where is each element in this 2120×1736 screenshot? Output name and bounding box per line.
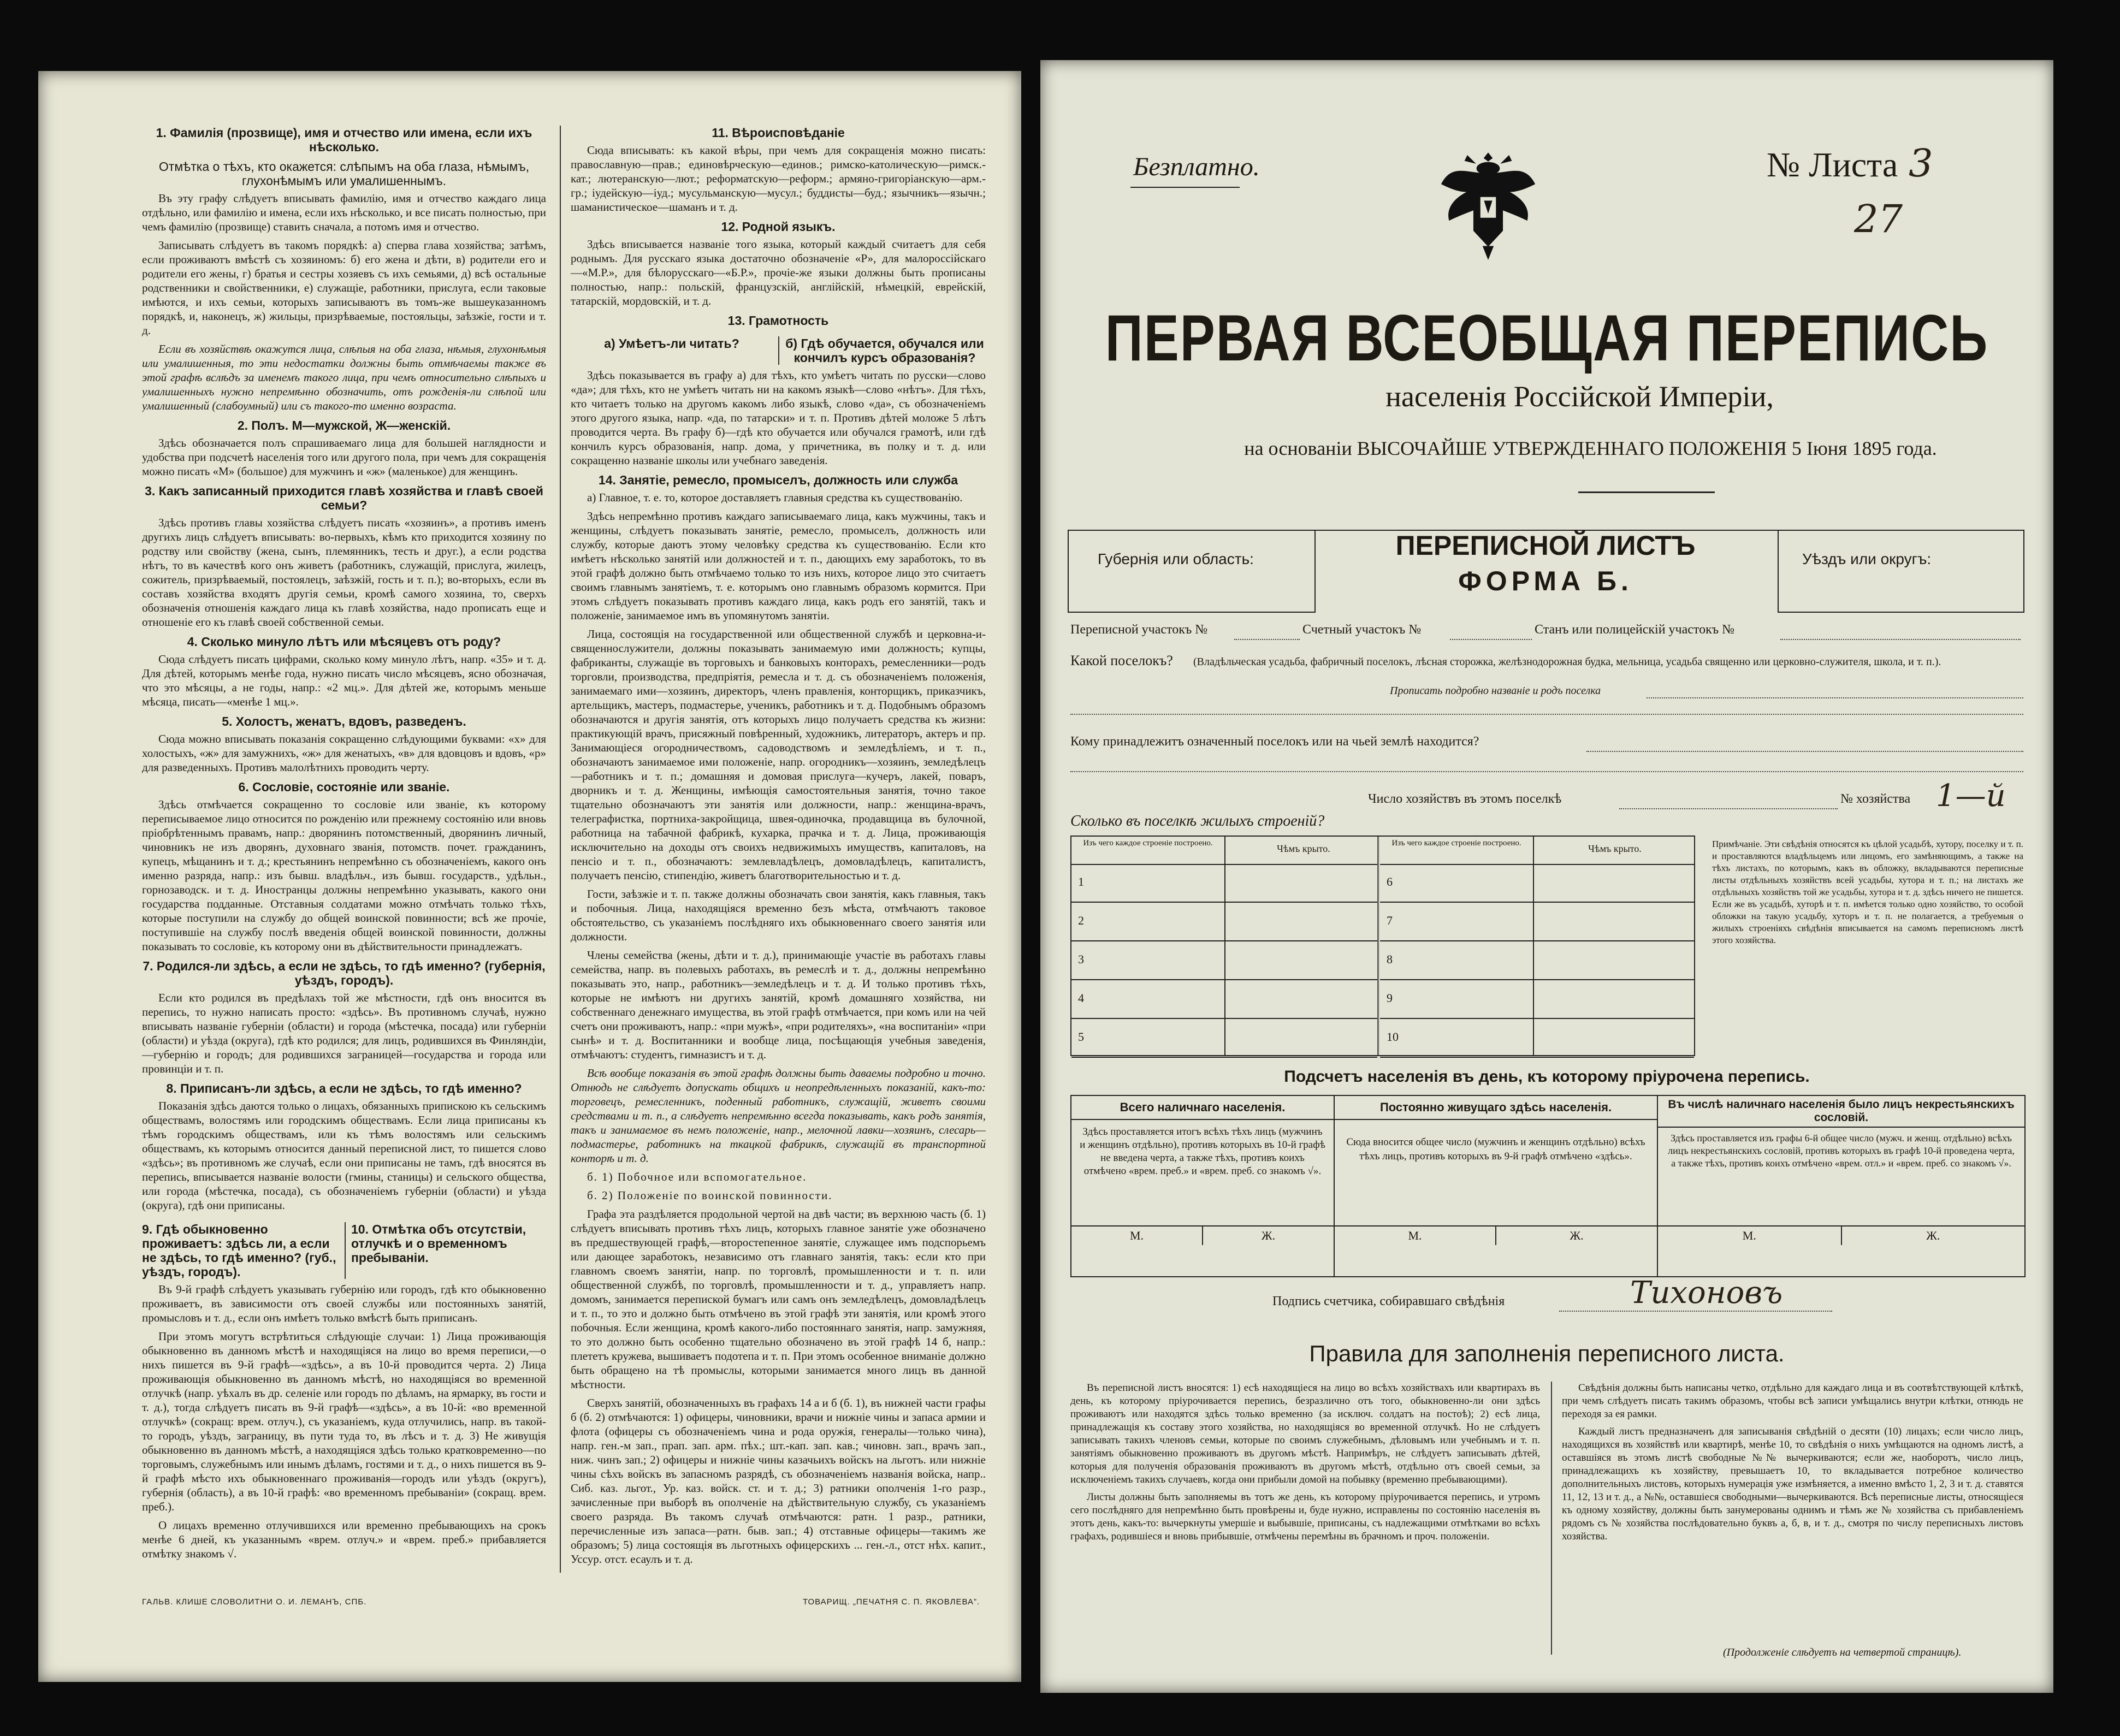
building-row bbox=[1380, 903, 1694, 941]
poselok-note: (Владѣльческая усадьба, фабричный поселокъ, лѣсная сторожка, желѣзнодорожная будка, мельница, усадьба священно или церковно-служителя, школа, и т. п.). bbox=[1193, 656, 1941, 668]
section-2-text: Здѣсь обозначается полъ спрашиваемаго лица для большей наглядности и удобства при подсчетѣ населенія того или другого пола, при чемъ для сокращенія можно писать «М» (большое) для мужчинъ и «ж» (маленькое) для женщинъ. bbox=[142, 436, 546, 478]
section-13-title: 13. Грамотность bbox=[727, 313, 829, 328]
stan-field[interactable] bbox=[1780, 638, 2021, 640]
male-label: М. bbox=[1335, 1227, 1496, 1245]
section-14-subtitle: а) Главное, т. е. то, которое доставляетъ главныя средства къ существованію. bbox=[587, 491, 963, 504]
building-row bbox=[1071, 1019, 1377, 1058]
section-1-text: Записывать слѣдуетъ въ такомъ порядкѣ: а) сперва глава хозяйства; затѣмъ, если проживаютъ вмѣстѣ съ хозяиномъ: б) его жена и дѣти, в) родители его и родители его жены, г) братья и сестры хозяевъ съ ихъ семьями, д) всѣ остальные родственники и свойственники, е) служащіе, работники, прислуга, если таковые имѣются, и ихъ семьи, которыхъ записываютъ въ томъ-же вышеуказанномъ порядкѣ, и, наконецъ, ж) жильцы, призрѣваемые, постояльцы, заѣзжіе, гости и т. д. bbox=[142, 239, 546, 337]
section-14-text: Всѣ вообще показанія въ этой графѣ должны быть даваемы подробно и точно. Отнюдь не слѣдуетъ допускать общихъ и неопредѣленныхъ показаній, какъ-то: торговецъ, ремесленникъ, поденный работникъ, служащій, живетъ своими средствами и т. п., а слѣдуетъ непремѣнно всегда показывать, какъ родъ занятія, такъ и занимаемое въ немъ положеніе, напр., мелочной лавки—хозяинъ, слесарь—подмастерье, работникъ на ткацкой фабрикѣ, служащій въ транспортной конторѣ и т. д. bbox=[571, 1067, 986, 1165]
section-14-text: Здѣсь непремѣнно противъ каждаго записываемаго лица, какъ мужчины, такъ и женщины, слѣдуетъ показывать занятіе, ремесло, промыселъ, должность или службу, которые даютъ этому человѣку средства къ существованію. Если кто имѣетъ нѣсколько занятій или должностей и т. п., дающихъ ему заработокъ, то въ этой графѣ должно быть отмѣчаемо только то изъ нихъ, которое лицо это считаетъ своимъ главнымъ занятіемъ, т. е. которымъ оно главнымъ образомъ кормится. При этомъ слѣдуетъ показывать противъ каждаго лица, какъ родъ его занятій, такъ и положеніе, занимаемое имъ въ упомянутомъ занятіи. bbox=[571, 509, 986, 622]
rules-title: Правила для заполненія переписного листа. bbox=[1309, 1341, 1785, 1366]
buildings-header-row bbox=[1380, 837, 1694, 865]
podschet-title: Подсчетъ населенія въ день, къ которому пріурочена перепись. bbox=[1284, 1068, 1810, 1086]
podschet-c2-text: Сюда вносится общее число (мужчинъ и женщинъ отдѣльно) всѣхъ тѣхъ лицъ, противъ которыхъ въ 9-й графѣ отмѣчено «здѣсь». bbox=[1346, 1136, 1645, 1162]
section-14-text: Сверхъ занятій, обозначенныхъ въ графахъ 14 а и б (б. 1), въ нижней части графы б (б. 2) отмѣчаются: 1) офицеры, чиновники, врачи и нижніе чины и запаса армии и флота (офицеры съ обозначеніемъ чина и рода оружія, генералы—только чина), напр. ген.-м зап., прап. зап. арм. пѣх.; шт.-кап. зап. кав.; чиновн. зап., врачъ зап., ниж. чинъ зап.; 2) офицеры и нижніе чины казачьихъ войскъ на льготъ. или нижніе чины сѣхъ войскъ въ запасномъ разрядѣ, съ обозначеніемъ названія войска, напр.. Сиб. каз. льгот., Ур. каз. войск. ст. и т. д.; 3) ратники ополченія 1-го разр., зачисленные при выборѣ въ ополченіе на дѣйствительную службу, съ указаніемъ своего разряда. Въ такомъ случаѣ отмѣчаются: ратн. 1 разр., ратники, перечисленные изъ запаса—ратн. быв. зап.; 4) отставные офицеры—такимъ же образомъ; 5) лица состоящія въ льготныхъ офицерскихъ ... ген.-л., отст нѣх. капит., Уссур. отст. есаулъ и т. д. bbox=[571, 1396, 986, 1566]
left-column-1 bbox=[142, 120, 546, 1589]
building-row bbox=[1071, 903, 1377, 941]
guberniya-label: Губернія или область: bbox=[1098, 550, 1254, 567]
building-row bbox=[1380, 941, 1694, 980]
header-right-cell bbox=[1778, 530, 2024, 613]
podschet-c1-head: Всего наличнаго населенія. bbox=[1071, 1096, 1334, 1120]
building-row-number: 6 bbox=[1387, 875, 1393, 888]
building-row bbox=[1380, 980, 1694, 1019]
section-8-title: 8. Приписанъ-ли здѣсь, а если не здѣсь, то гдѣ именно? bbox=[166, 1081, 522, 1095]
building-row-number: 1 bbox=[1078, 875, 1084, 888]
stan-label: Станъ или полицейскій участокъ № bbox=[1535, 623, 1735, 637]
material-header: Изъ чего каждое строеніе построено. bbox=[1391, 839, 1521, 848]
printer-credit-left: ГАЛЬВ. КЛИШЕ СЛОВОЛИТНИ О. И. ЛЕМАНЪ, СПБ. bbox=[142, 1597, 367, 1607]
section-12-title: 12. Родной языкъ. bbox=[721, 220, 836, 234]
building-row-number: 2 bbox=[1078, 914, 1084, 927]
material-header: Изъ чего каждое строеніе построено. bbox=[1083, 839, 1213, 848]
building-row bbox=[1380, 864, 1694, 903]
hoz-count-label: Число хозяйствъ въ этомъ поселкѣ bbox=[1368, 792, 1562, 806]
roof-header: Чѣмъ крыто. bbox=[1277, 843, 1330, 854]
signature-label: Подпись счетчика, собиравшаго свѣдѣнія bbox=[1272, 1294, 1505, 1308]
section-9-title: 9. Гдѣ обыкновенно проживаетъ: здѣсь ли, а если не здѣсь, то гдѣ именно? (губ., уѣздъ, городъ). bbox=[142, 1222, 336, 1279]
rules-text: Каждый листъ предназначенъ для записыванія свѣдѣній о десяти (10) лицахъ; если число лицъ, находящихся въ хозяйствѣ или квартирѣ, менѣе 10, то свѣдѣнія о нихъ умѣщаются на одномъ листѣ, а оставшіяся въ этомъ листѣ свободные №№ вычеркиваются; если же, наоборотъ, число лицъ, принадлежащихъ къ хозяйству, превышаетъ 10, то вкладывается потребное количество дополнительныхъ листовъ, которыхъ нумерація уже измѣняется, а именно вмѣсто 1, 2, 3 и т. д. ставятся 11, 12, 13 и т. д., а №№, оставшіеся свободными—вычеркиваются. Всѣ переписные листы, относящіеся къ одному хозяйству, должны быть занумерованы однимъ и тѣмъ же № хозяйства съ прибавленіемъ рядомъ съ № хозяйства послѣдовательно буквъ а, б, в, и т. д., смотря по числу переписныхъ листовъ хозяйства. bbox=[1562, 1426, 2023, 1542]
section-9-10-headings bbox=[142, 1217, 546, 1282]
zemlya-field-2[interactable] bbox=[1070, 770, 2023, 772]
building-row bbox=[1071, 941, 1377, 980]
imperial-eagle-crest bbox=[1436, 142, 1540, 268]
zemlya-label: Кому принадлежитъ означенный поселокъ или на чьей землѣ находится? bbox=[1070, 734, 1479, 749]
schetny-uchastok-field[interactable] bbox=[1450, 638, 1532, 640]
census-basis: на основаніи ВЫСОЧАЙШЕ УТВЕРЖДЕННАГО ПОЛОЖЕНІЯ 5 Іюня 1895 года. bbox=[1244, 437, 1937, 459]
rules-divider bbox=[1551, 1382, 1552, 1655]
section-14-text: Графа эта раздѣляется продольной чертой на двѣ части; въ верхнюю часть (б. 1) слѣдуетъ вписывать противъ тѣхъ лицъ, которыхъ главное занятіе уже обозначено въ предшествующей графѣ,—второстепенное занятіе, служащее имъ подспорьемъ или дающее заработокъ, независимо отъ главнаго занятія, такъ: если кто при главномъ своемъ занятіи, напр. по торговлѣ, промышленности и т. п. или общественной службѣ, по торговлѣ, промышленности и т. д., управляетъ напр. домомъ, занимается перепиской бумагъ или самъ онъ земледѣлецъ, домовладѣлецъ и т. п., то это и должно быть отмѣчено въ этой графѣ эти занятія, или кромѣ этого побочныя. Если женщина, кромѣ какого-либо постояннаго занятія, напр. замужняя, то это должно быть особенно тщательно обозначено въ этой графѣ 14 б, напр.: плететъ кружева, вышиваетъ подотепа и т. п. При этомъ особенное вниманіе должно быть обращено на тѣ промыслы, которыми занимается много лицъ въ данной мѣстности. bbox=[571, 1207, 986, 1391]
free-label-underline bbox=[1130, 187, 1240, 188]
podschet-col-1 bbox=[1071, 1096, 1335, 1276]
section-8-text: Показанія здѣсь даются только о лицахъ, обязанныхъ припискою къ сельскимъ обществамъ, волостямъ или городскимъ обществамъ. Если лица приписаны къ тѣмъ городскимъ обществамъ, или къ тѣмъ волостямъ или сельскимъ обществамъ, къ которымъ относится данный переписной лист, то пишется слово «здѣсь»; въ противномъ же случаѣ, если они приписаны не тамъ, гдѣ вносятся въ перепись, вписывается названіе волости (гмины, станицы) и сельского общества, или города (мѣстечка, посада), съ обозначеніемъ губерніи (области) и уѣзда (округа), гдѣ они приписаны. bbox=[142, 1099, 546, 1212]
printer-credit-right: ТОВАРИЩ. „ПЕЧАТНЯ С. П. ЯКОВЛЕВА”. bbox=[803, 1597, 980, 1607]
region-header-box bbox=[1068, 519, 2023, 612]
buildings-rows-right bbox=[1380, 864, 1694, 1058]
building-row-number: 9 bbox=[1387, 991, 1393, 1005]
poselok-field[interactable] bbox=[1647, 696, 2023, 698]
female-label: Ж. bbox=[1261, 1229, 1276, 1242]
rules-text: Свѣдѣнія должны быть написаны четко, отдѣльно для каждаго лица и въ соотвѣтствующей клѣткѣ, при чемъ слѣдуетъ писать такимъ образомъ, чтобы всѣ записи умѣщались внутри клѣтки, отнюдь не переходя за ея рамки. bbox=[1562, 1382, 2023, 1420]
podschet-c1-text: Здѣсь проставляется итогъ всѣхъ тѣхъ лицъ (мужчинъ и женщинъ отдѣльно), противъ которыхъ въ 10-й графѣ не введена черта, а также тѣхъ, противъ коихъ отмѣчено «врем. преб.» и «врем. преб. со знакомъ √». bbox=[1080, 1126, 1325, 1177]
section-7-text: Если кто родился въ предѣлахъ той же мѣстности, гдѣ онъ вносится въ перепись, то нужно написать просто: «здѣсь». Въ противномъ случаѣ, нужно вписывать названіе губерніи (области) и города (мѣстечка, посада) или губерніи (области) и уѣзда (округа), гдѣ кто родился; для лицъ, родившихся въ Финляндіи,—губернію и городъ; для родившихся заграницей—государства и города или провинціи и т. п. bbox=[142, 991, 546, 1075]
section-9-text: Въ 9-й графѣ слѣдуетъ указывать губернію или городъ, гдѣ кто обыкновенно проживаетъ, въ зависимости отъ своей службы или постоянныхъ занятій, промысловъ и т. д., если онъ имѣетъ только вмѣстѣ быть приписанъ. bbox=[142, 1283, 546, 1324]
form-title: ПЕРЕПИСНОЙ ЛИСТЪ bbox=[1395, 530, 1696, 561]
male-label: М. bbox=[1658, 1227, 1842, 1245]
section-13a-title: а) Умѣетъ-ли читать? bbox=[604, 336, 739, 351]
section-9-text: При этомъ могутъ встрѣтиться слѣдующіе случаи: 1) Лица проживающія обыкновенно въ данномъ мѣстѣ и находящіяся на лицо во время переписи,—о нихъ пишется въ 9-й графѣ—«здѣсь», а въ 10-й проводится черта. 2) Лица проживающія обыкновенно въ данномъ мѣстѣ, но находящіяся во временной отлучкѣ (напр. уѣхалъ въ др. селеніе или городъ по дѣламъ, на ярмарку, въ гости и т. д.), тогда слѣдуетъ писать въ 9-й графѣ—«здѣсь», а въ 10-й: «во временной отлучкѣ» (сокращ: врем. отлуч.), съ указаніемъ, куда отлучились, напр. въ такой-то городъ, уѣздъ, заграницу, въ пути тудa то, въ лѣсъ и т. д. 3) Не живущія обыкновенно въ данномъ мѣстѣ, а находящіяся здѣсь только кратковременно—по торговымъ, служебнымъ или инымъ дѣламъ, гостями и т. д., о нихъ пишется въ 9-й графѣ мѣсто ихъ обыкновеннаго проживанія—городъ или уѣздъ (округъ), губернія (область), а въ 10-й графѣ: «во временномъ пребываніи» (сокращ. врем. преб.). bbox=[142, 1330, 546, 1513]
section-7-title: 7. Родился-ли здѣсь, а если не здѣсь, то гдѣ именно? (губернія, уѣздъ, городъ). bbox=[143, 959, 546, 987]
section-1-title: 1. Фамилія (прозвище), имя и отчество или имена, если ихъ нѣсколько. bbox=[156, 126, 532, 154]
poselok-field-2[interactable] bbox=[1070, 713, 2023, 715]
section-5-title: 5. Холостъ, женатъ, вдовъ, разведенъ. bbox=[222, 714, 466, 728]
podschet-c2-head: Постоянно живущаго здѣсь населенія. bbox=[1335, 1096, 1657, 1120]
section-14-text: Лица, состоящія на государственной или общественной службѣ и церковна-и-священнослужители, должны показывать занимаемую ими должность; купцы, фабриканты, служащіе въ торговыхъ и банковыхъ конторахъ, ремесленники—родъ торговли, производства, предпріятія, ремесла и т. д. съ обозначеніемъ положенія, занимаемаго ими—хозяинъ, директоръ, членъ правленія, конторщикъ, приказчикъ, артельщикъ, мастеръ, подмастерье, ученикъ, работникъ и т. д. Подобнымъ образомъ обозначаются и другія занятія, отъ которыхъ лицо получаетъ средства къ жизни: практикующій врачъ, присяжный повѣренный, художникъ, литераторъ, актеръ и пр. Занимающіеся огородничествомъ, садоводствомъ и земледѣліемъ, и т. п., обозначаютъ занимаемое ими положеніе, напр. огородникъ—хозяинъ, земледѣлецъ—работникъ и т. п.; домашняя и домовая прислуга—кучеръ, лакей, поваръ, дворникъ и т. д. Женщины, имѣющія самостоятельныя занятія, точно такое тщательно обозначаютъ эти занятія или должности, напр.: женщина-врачъ, телеграфистка, портниха-закройщица, швея-одиночка, продавщица въ булочной, работница на табачной фабрикѣ, кухарка, прачка и т. д. Лица, проживающія исключительно на доходы отъ своихъ недвижимыхъ имуществъ, капиталовъ, на пенсіо и т. п., обозначаютъ: землевладѣлецъ, домовладѣлецъ, капиталистъ, получаетъ пенсію, стипендію, живетъ благотворительностью и т. д. bbox=[571, 627, 986, 882]
section-3-text: Здѣсь противъ главы хозяйства слѣдуетъ писать «хозяинъ», а противъ именъ другихъ лицъ слѣдуетъ вписывать: во-первыхъ, кѣмъ кто приходится хозяину по родству или свойству (жена, сынъ, племянникъ, тесть и друг.), а если родства нѣтъ, то въ качествѣ кого онъ живетъ (работникъ, служащій, прислуга, жилецъ, сожитель, призрѣваемый, постоялецъ, заѣзжій, гость и т. п.); во-вторыхъ, если въ составъ хозяйства входятъ другія семьи, кромѣ самого хозяина, то, сверхъ обозначенія отношенія каждаго лица къ главѣ хозяйства, надо прописать еще и отношеніе его къ главѣ своей собственной семьи. bbox=[142, 516, 546, 629]
section-14b1-title: б. 1) Побочное или вспомогательное. bbox=[587, 1170, 807, 1183]
section-4-text: Сюда слѣдуетъ писать цифрами, сколько кому минуло лѣтъ, напр. «35» и т. д. Для дѣтей, которымъ менѣе года, нужно писать число мѣсяцевъ, ясно обозначая, что это мѣсяцы, а не годы, напр.: «2 мц.». Для дѣтей же, которымъ меньше мѣсяца, писать—«менѣе 1 мц.». bbox=[142, 653, 546, 708]
podschet-c3-head: Въ числѣ наличнаго населенія было лицъ некрестьянскихъ сословій. bbox=[1658, 1096, 2024, 1128]
section-14-title: 14. Занятіе, ремесло, промыселъ, должность или служба bbox=[598, 473, 958, 487]
building-row-number: 3 bbox=[1078, 952, 1084, 966]
building-row bbox=[1380, 1019, 1694, 1058]
right-page bbox=[1040, 60, 2053, 1693]
section-1-text: Въ эту графу слѣдуетъ вписывать фамилію, имя и отчество каждаго лица отдѣльно, или фамилію и имена, если ихъ нѣсколько, и все писать полностью, при чемъ фамилію (прозвище) ставить сначала, а потомъ имя и отчество. bbox=[142, 192, 546, 233]
schetny-uchastok-label: Счетный участокъ № bbox=[1302, 623, 1422, 637]
female-label: Ж. bbox=[1570, 1229, 1584, 1242]
section-3-title: 3. Какъ записанный приходится главѣ хозяйства и главѣ своей семьи? bbox=[145, 484, 543, 512]
signature-value: Тихоновъ bbox=[1630, 1275, 1783, 1311]
section-6-text: Здѣсь отмѣчается сокращенно то сословіе или званіе, къ которому переписываемое лицо относится по рожденію или прежнему состоянію или вновь пріобрѣтеннымъ правамъ, напр.: дворянинъ потомственный, дворянинъ личный, чиновникъ не изъ дворянъ, духовнаго званія, потомств. почет. гражданинъ, купецъ, мѣщанинъ и т. д.; крестьянинъ непремѣнно съ обозначеніемъ, какого онъ именно разряда, напр.: изъ бывш. владѣльч., изъ бывш. государств., удѣльн., горнозаводск. и т. д. Иностранцы должны непремѣнно указывать, какого они государства подданные. Отставныя солдатами можно отмѣчать только тѣхъ, которые поступили на службу до общей воинской повинности; всѣ же прочіе, поступившіе на службу послѣ введенія общей воинской повинности, должны показывать то сословіе, къ которому они въ дѣйствительности принадлежатъ. bbox=[142, 798, 546, 953]
podschet-c1-mf bbox=[1071, 1225, 1334, 1245]
sheet-number-value-2: 27 bbox=[1854, 197, 1903, 241]
rules-text: Въ переписной листъ вносятся: 1) есѣ находящіеся на лицо во всѣхъ хозяйствахъ или квартирахъ въ день, къ которому пріурочивается перепись, безразлично отъ того, обыкновенно-ли они здѣсь проживаютъ или находятся здѣсь только временно (за исключ. солдатъ на постоѣ); 2) есѣ лица, принадлежащія къ составу этого хозяйства, но находящіяся во временной отлучкѣ. Но не слѣдуетъ записывать такихъ членовъ семьи, которые по своимъ служебнымъ, дѣловымъ или учебнымъ и т. п. занятіямъ обыкновенно проживаютъ въ другомъ мѣстѣ. Напримѣръ, не слѣдуетъ записывать дѣтей, которыя для полученія образованія проживаютъ въ другомъ мѣстѣ, отдѣльно отъ своей семьи, за исключеніемъ такихъ случаевъ, когда они прибыли домой на побывку (временно пребывающими). bbox=[1070, 1382, 1540, 1485]
hoz-number-label: № хозяйства bbox=[1840, 792, 1911, 806]
perepisnoy-uchastok-field[interactable] bbox=[1234, 638, 1300, 640]
building-row-number: 7 bbox=[1387, 914, 1393, 927]
building-row bbox=[1071, 980, 1377, 1019]
section-1-text: Если въ хозяйствѣ окажутся лица, слѣпыя на оба глаза, нѣмыя, глухонѣмыя или умалишенныя, то эти недостатки должны быть отмѣчаемы также въ этой графѣ вслѣдъ за именемъ такого лица, при чемъ относительно слѣпыхъ и умалишенныхъ нужно непремѣнно обозначить, отъ рожденія-ли слѣпой или умалишенный (слабоумный) или съ такого-то именно возраста. bbox=[142, 342, 546, 412]
rules-text: Листы должны быть заполняемы въ тотъ же день, къ которому пріурочивается перепись, и утромъ сего послѣдняго для непремѣнно быть провѣрены и, буде нужно, исправлены по состоянію населенія въ этотъ день, какъ-то: вычеркнуты умершіе и выбывшіе, приписаны, съ надлежащими отмѣтками во всѣхъ графахъ, родившіеся и вновь прибывшіе, отмѣчены перемѣны въ брачномъ и проч. положеніи. bbox=[1070, 1491, 1540, 1542]
building-row-number: 4 bbox=[1078, 991, 1084, 1005]
building-row-number: 10 bbox=[1387, 1030, 1399, 1044]
building-row bbox=[1071, 864, 1377, 903]
section-12-text: Здѣсь вписывается названіе того языка, который каждый считаетъ для себя роднымъ. Для русскаго языка достаточно обозначеніе «Р», для малороссійскаго—«М.Р.», для бѣлорусскаго—«Б.Р.», прочіе-же языки должны быть прописаны полностью, напр.: польскій, французскій, англійскій, нѣмецкій, еврейскій, татарскій, мордовскій, и т. д. bbox=[571, 238, 986, 307]
section-14-text: Члены семейства (жены, дѣти и т. д.), принимающіе участіе въ работахъ главы семейства, напр. въ полевыхъ работахъ, въ ремеслѣ и т. д., должны непремѣнно показывать это, напр., работникъ—земледѣлецъ и т. д. И только противъ тѣхъ, которые не имѣютъ ни другихъ занятій, кромѣ домашняго хозяйства, ни собственнаго денежнаго имущества, въ этой графѣ отмѣчается, при комъ или на чей счетъ они проживаютъ, напр.: «при мужѣ», «при родителяхъ», «на воспитаніи» «при сынѣ» и т. д. Воспитанники и вообще лица, посѣщающія учебныя заведенія, отмѣчаютъ: студентъ, гимназистъ и т. д. bbox=[571, 949, 986, 1061]
building-row-number: 5 bbox=[1078, 1030, 1084, 1044]
left-page bbox=[38, 71, 1021, 1682]
podschet-c3-text: Здѣсь проставляется изъ графы 6-й общее число (мужч. и женщ. отдѣльно) всѣхъ лицъ некрестьянскихъ сословій, противъ которыхъ въ графѣ 10-й проведена черта, а также тѣхъ, противъ коихъ отмѣчено «врем. отл.» и «врем. преб. со знакомъ √». bbox=[1668, 1133, 2015, 1169]
stroeniy-label: Сколько въ поселкѣ жилыхъ строеній? bbox=[1070, 813, 1325, 830]
poselok-note-2: Прописать подробно названіе и родъ поселка bbox=[1390, 685, 1601, 697]
section-5-text: Сюда можно вписывать показанія сокращенно слѣдующими буквами: «х» для холостыхъ, «ж» для замужнихъ, «ж» для женатыхъ, «в» для вдовцовъ и вдовъ, «р» для разведенныхъ. Противъ малолѣтнихъ проводить черту. bbox=[142, 732, 546, 774]
building-row-number: 8 bbox=[1387, 952, 1393, 966]
section-13-text: Здѣсь показывается въ графу а) для тѣхъ, кто умѣетъ читать по русски—слово «да»; для тѣхъ, кто не умѣетъ читать ни на какомъ языкѣ—слово «нѣтъ». Для тѣхъ, кто читаетъ только на другомъ какомъ либо языкѣ, слово «да», съ обозначеніемъ этого другого языка, напр. «да, по татарски» и т. п. Противъ дѣтей моложе 5 лѣтъ проводится черта. Въ графу б)—гдѣ кто обучается или обучался грамотѣ, или гдѣ кончилъ курсъ образованія, напр. дома, у причетника, въ полку и т. д. или сокращенно названіе школы или учебнаго заведенія. bbox=[571, 369, 986, 467]
header-left-cell bbox=[1068, 530, 1316, 613]
primechanie-note: Примѣчаніе. Эти свѣдѣнія относятся къ цѣлой усадьбѣ, хутору, поселку и т. п. и проставляются владѣльцемъ или лицомъ, его замѣняющимъ, а также на тѣхъ листахъ, по которымъ, какъ въ обложку, вкладываются переписные листы отдѣльныхъ хозяйствъ всей усадьбы, хутора и т. п.; на листахъ же отдѣльныхъ хозяйствъ той же усадьбы, хутора и т. д. здѣсь ничего не пишется. Если же въ усадьбѣ, хуторѣ и т. п. имѣется только одно хозяйство, то особой обложки на такую усадьбу, хуторъ и т. п. не полагается, а требуемыя о жилыхъ строеніяхъ свѣдѣнія вписывается на самомъ переписномъ листѣ этого хозяйства. bbox=[1712, 839, 2023, 945]
podschet-c3-mf bbox=[1658, 1225, 2024, 1245]
section-13-subheads bbox=[571, 331, 986, 368]
section-13b-title: б) Гдѣ обучается, обучался или кончилъ курсъ образованія? bbox=[778, 336, 986, 365]
podschet-col-2 bbox=[1335, 1096, 1658, 1276]
poselok-label: Какой поселокъ? bbox=[1070, 653, 1173, 668]
free-label: Безплатно. bbox=[1133, 152, 1260, 181]
sheet-number-label: № Листа bbox=[1767, 145, 1898, 184]
podschet-col-3 bbox=[1658, 1096, 2024, 1276]
sheet-number-value: 3 bbox=[1909, 141, 1933, 186]
podschet-c2-mf bbox=[1335, 1225, 1657, 1245]
uezd-label: Уѣздъ или округъ: bbox=[1802, 550, 1932, 567]
female-label: Ж. bbox=[1926, 1229, 1940, 1242]
continuation-note: (Продолженіе слѣдуетъ на четвертой страницѣ). bbox=[1723, 1646, 1962, 1658]
census-subtitle: населенія Россійской Имперіи, bbox=[1385, 380, 1774, 413]
form-subtitle: ФОРМА Б. bbox=[1458, 566, 1633, 596]
section-14-text: Гости, заѣзжіе и т. п. также должны обозначать свои занятія, какъ главныя, такъ и побочныя. Лица, находящіяся временно безъ мѣста, отмѣчаютъ таковое обстоятельство, съ указаніемъ послѣдняго ихъ обыкновеннаго своего занятія или должности. bbox=[571, 887, 986, 943]
section-11-text: Сюда вписывать: къ какой вѣры, при чемъ для сокращенія можно писать: православную—прав.; единовѣрческую—единов.; римско-католическую—римск.-кат.; лютеранскую—лют.; реформатскую—реформ.; армяно-григоріанскую—арм.-гр.; іудейскую—іуд.; мусульманскую—мусул.; буддисты—буд.; язычникъ—язычн.; шаманистическое—шаманъ и т. д. bbox=[571, 144, 986, 214]
podschet-table bbox=[1070, 1095, 2026, 1277]
section-11-title: 11. Вѣроисповѣданіе bbox=[712, 126, 845, 140]
section-9-text: О лицахъ временно отлучившихся или временно пребывающихъ на срокъ менѣе 6 дней, къ указаннымъ «врем. отлуч.» и «врем. преб.» прибавляется отмѣтку знакомъ √. bbox=[142, 1519, 546, 1560]
section-10-title: 10. Отмѣтка объ отсутствіи, отлучкѣ и о временномъ пребываніи. bbox=[345, 1222, 546, 1279]
perepisnoy-uchastok-label: Переписной участокъ № bbox=[1070, 623, 1208, 637]
hoz-count-field[interactable] bbox=[1619, 807, 1838, 809]
rules-right-column bbox=[1562, 1382, 2023, 1644]
section-6-title: 6. Сословіе, состояніе или званіе. bbox=[238, 780, 450, 794]
buildings-table bbox=[1070, 836, 1695, 1056]
section-1-subtitle: Отмѣтка о тѣхъ, кто окажется: слѣпымъ на оба глаза, нѣмымъ, глухонѣмымъ или умалишеннымъ. bbox=[158, 159, 530, 188]
section-2-title: 2. Полъ. М—мужской, Ж—женскій. bbox=[237, 418, 451, 432]
section-4-title: 4. Сколько минуло лѣтъ или мѣсяцевъ отъ роду? bbox=[187, 635, 501, 649]
rules-left-column bbox=[1070, 1382, 1540, 1666]
left-column-2 bbox=[571, 120, 986, 1589]
buildings-rows-left bbox=[1071, 864, 1377, 1058]
male-label: М. bbox=[1071, 1227, 1203, 1245]
census-title: ПЕРВАЯ ВСЕОБЩАЯ ПЕРЕПИСЬ bbox=[1105, 301, 1989, 375]
buildings-table-right bbox=[1380, 837, 1694, 1055]
title-rule bbox=[1578, 491, 1715, 493]
buildings-table-left bbox=[1071, 837, 1379, 1055]
roof-header: Чѣмъ крыто. bbox=[1588, 843, 1642, 854]
hoz-number-value: 1—й bbox=[1936, 778, 2006, 814]
zemlya-field[interactable] bbox=[1586, 750, 2023, 752]
column-divider bbox=[560, 126, 561, 1573]
section-14b2-title: б. 2) Положеніе по воинской повинности. bbox=[587, 1189, 833, 1202]
